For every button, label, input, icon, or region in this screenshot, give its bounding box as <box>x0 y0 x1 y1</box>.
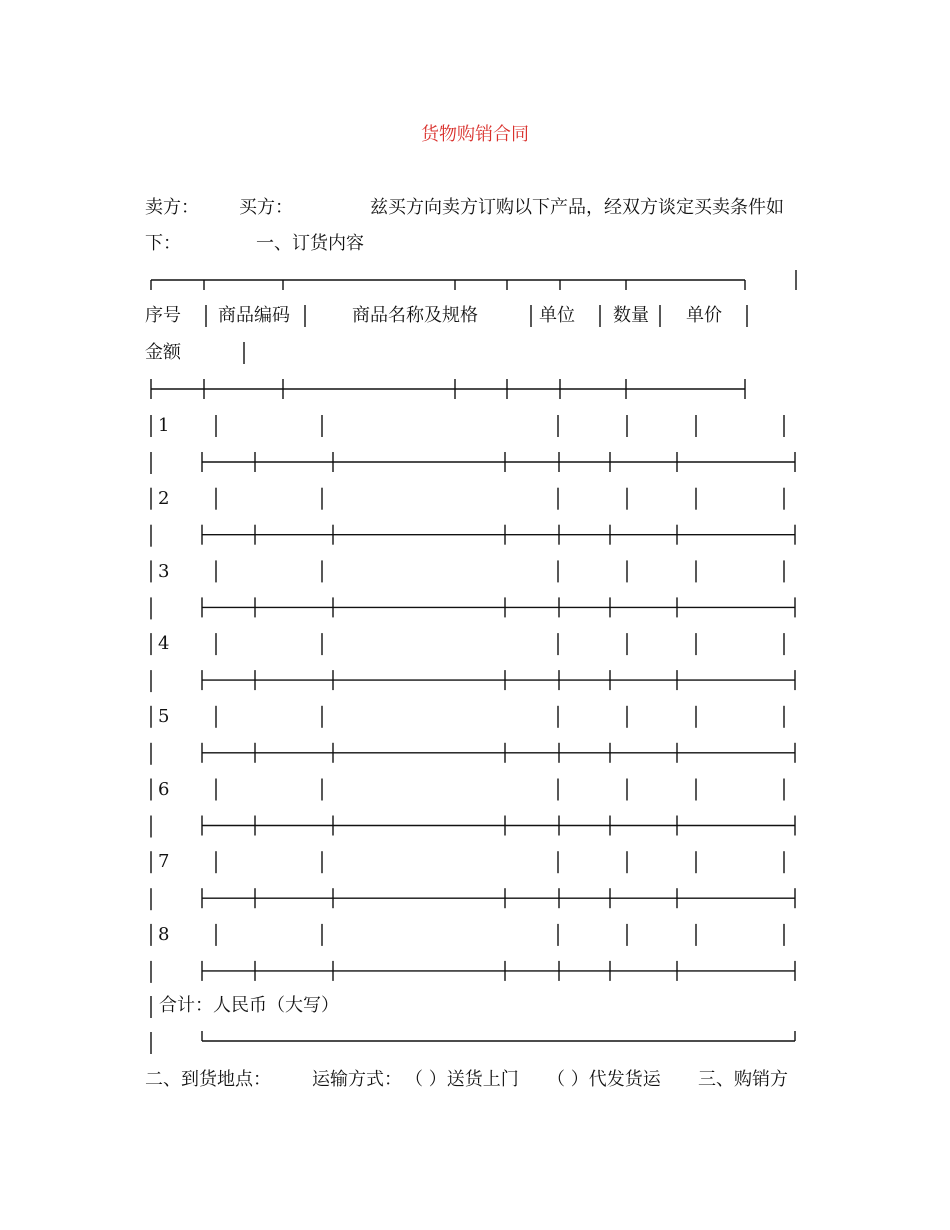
data-row-rules <box>151 415 795 983</box>
section1-heading: 一、订货内容 <box>256 233 364 254</box>
row-number: 4 <box>158 633 170 654</box>
transport-label: 运输方式： <box>312 1069 402 1090</box>
header-unit: 单位 <box>539 305 575 326</box>
statement-line2: 下： <box>145 233 181 254</box>
header-amount: 金额 <box>145 342 181 363</box>
row-number: 3 <box>158 561 170 582</box>
buyer-label: 买方： <box>239 197 293 218</box>
header-index: 序号 <box>145 305 181 326</box>
seller-label: 卖方： <box>145 197 199 218</box>
header-unit-price: 单价 <box>686 305 722 326</box>
row-number: 8 <box>158 924 170 945</box>
statement-line1: 兹买方向卖方订购以下产品，经双方谈定买卖条件如 <box>370 197 784 218</box>
section3-label: 三、购销方 <box>698 1069 788 1090</box>
header-separators <box>206 305 747 364</box>
row-number: 2 <box>158 488 170 509</box>
total-row-rules <box>151 996 795 1054</box>
option-door-delivery: （ ）送货上门 <box>405 1069 519 1090</box>
header-code: 商品编码 <box>218 305 290 326</box>
header-name-spec: 商品名称及规格 <box>352 305 478 326</box>
row-number: 6 <box>158 779 170 800</box>
total-label: 合计：人民币（大写） <box>159 995 339 1016</box>
row-number: 1 <box>158 415 170 436</box>
header-top-border <box>151 270 796 290</box>
row-number: 5 <box>158 706 170 727</box>
row-number: 7 <box>158 851 170 872</box>
option-freight-forwarding: （ ）代发货运 <box>547 1069 661 1090</box>
document-title: 货物购销合同 <box>421 124 529 145</box>
section2-label: 二、到货地点： <box>145 1069 271 1090</box>
header-quantity: 数量 <box>613 305 649 326</box>
header-bottom-border <box>151 379 745 399</box>
